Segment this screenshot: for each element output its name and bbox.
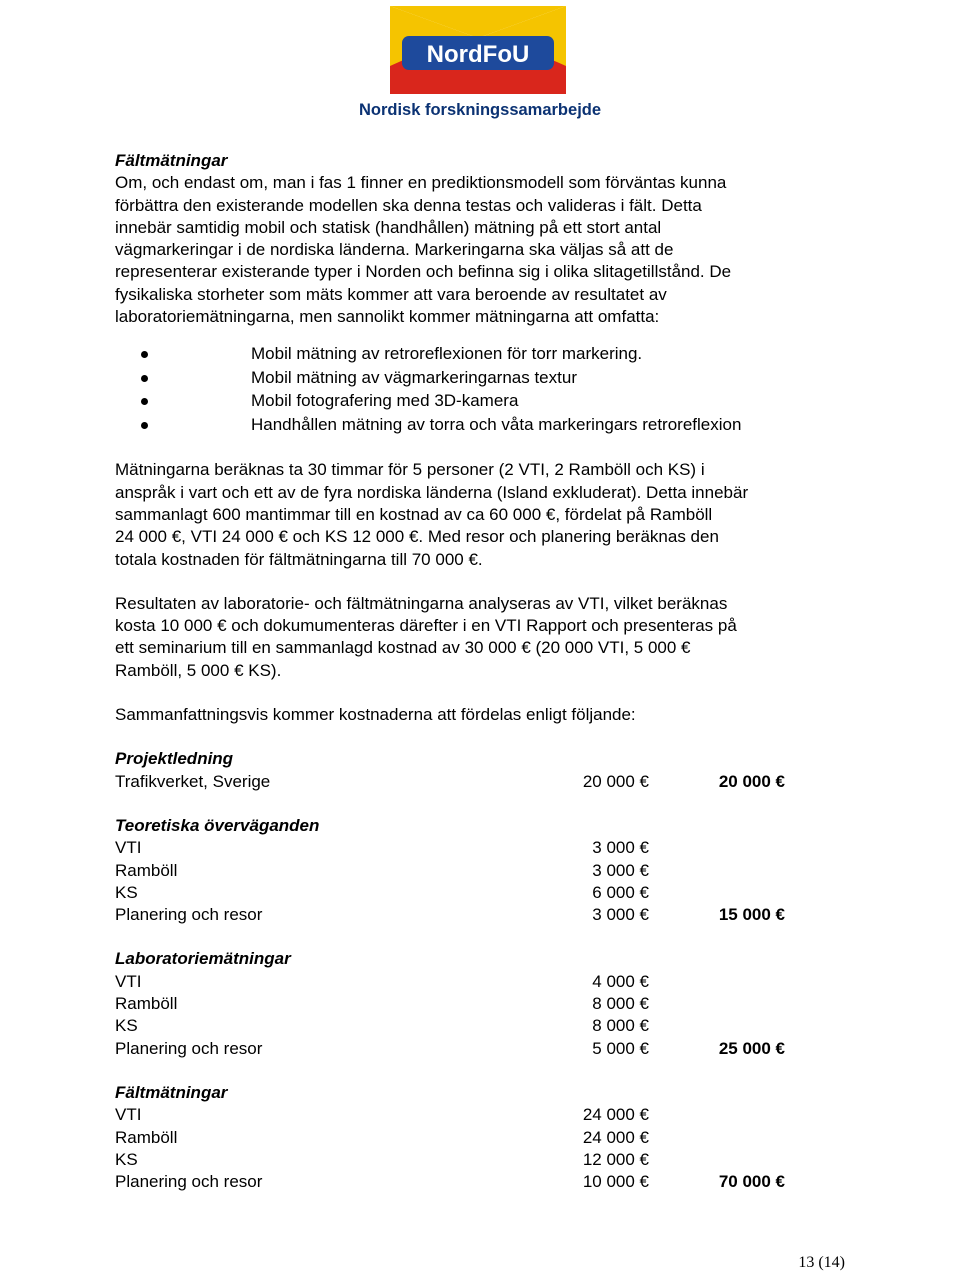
cost-row xyxy=(115,904,845,926)
cost-row xyxy=(115,860,845,882)
cost-section-projektledning xyxy=(115,748,845,793)
cost-amount: 24 000 € xyxy=(582,1127,649,1147)
cost-amount: 3 000 € xyxy=(592,838,649,858)
cost-label: KS xyxy=(115,1149,138,1169)
cost-section-laboratorie xyxy=(115,948,845,1059)
cost-label: VTI xyxy=(115,1105,142,1125)
cost-row xyxy=(115,993,845,1015)
paragraph-line: kosta 10 000 € och dokumumenteras därefter i en VTI Rapport och presenteras på xyxy=(115,616,737,636)
paragraph-resultaten xyxy=(115,593,845,682)
paragraph-line: Resultaten av laboratorie- och fältmätningarna analyseras av VTI, vilket beräknas xyxy=(115,593,728,613)
cost-label: Ramböll xyxy=(115,1127,178,1147)
cost-label: VTI xyxy=(115,971,142,991)
cost-row xyxy=(115,1171,845,1193)
section-faltmatningar xyxy=(115,150,845,328)
cost-label: Ramböll xyxy=(115,994,178,1014)
cost-section-heading: Teoretiska överväganden xyxy=(115,815,320,835)
cost-amount: 10 000 € xyxy=(582,1172,649,1192)
cost-amount: 8 000 € xyxy=(592,1016,649,1036)
cost-label: Planering och resor xyxy=(115,905,263,925)
cost-amount: 4 000 € xyxy=(592,971,649,991)
bullet-item: Handhållen mätning av torra och våta markeringars retroreflexion xyxy=(115,414,845,438)
paragraph-line: representerar existerande typer i Norden och befinna sig i olika slitagetillstånd. De xyxy=(115,262,732,282)
cost-label: KS xyxy=(115,882,138,902)
bullet-list xyxy=(115,343,845,437)
paragraph-line: totala kostnaden för fältmätningarna till 70 000 €. xyxy=(115,549,483,569)
cost-section-heading: Laboratoriemätningar xyxy=(115,949,291,969)
cost-section-heading: Projektledning xyxy=(115,749,234,769)
section-heading: Fältmätningar xyxy=(115,151,228,170)
paragraph-line: ett seminarium till en sammanlagd kostnad av 30 000 € (20 000 VTI, 5 000 € xyxy=(115,638,691,658)
cost-label: VTI xyxy=(115,838,142,858)
nordfou-logo xyxy=(390,6,566,94)
cost-row xyxy=(115,1127,845,1149)
paragraph-line: laboratoriemätningarna, men sannolikt kommer mätningarna att omfatta: xyxy=(115,307,660,327)
page-number: 13 (14) xyxy=(798,1254,845,1271)
subtitle: Nordisk forskningssamarbejde xyxy=(358,101,602,119)
cost-section-falt xyxy=(115,1082,845,1193)
logo-text: NordFoU xyxy=(426,41,530,68)
cost-section-teoretiska xyxy=(115,815,845,926)
bullet-item: Mobil mätning av retroreflexionen för torr markering. xyxy=(115,343,845,367)
cost-row xyxy=(115,837,845,859)
cost-amount: 5 000 € xyxy=(592,1038,649,1058)
paragraph-line: Mätningarna beräknas ta 30 timmar för 5 personer (2 VTI, 2 Ramböll och KS) i xyxy=(115,460,705,480)
paragraph-line: Om, och endast om, man i fas 1 finner en prediktionsmodell som förväntas kunna xyxy=(115,173,727,193)
cost-label: Trafikverket, Sverige xyxy=(115,771,271,791)
cost-row xyxy=(115,771,845,793)
paragraph-matningar xyxy=(115,459,845,570)
cost-amount: 12 000 € xyxy=(582,1149,649,1169)
cost-amount: 24 000 € xyxy=(582,1105,649,1125)
cost-section-heading: Fältmätningar xyxy=(115,1082,228,1102)
cost-amount: 20 000 € xyxy=(582,771,649,791)
paragraph-line: 24 000 €, VTI 24 000 € och KS 12 000 €. Med resor och planering beräknas den xyxy=(115,527,719,547)
cost-row xyxy=(115,1104,845,1126)
cost-label: Ramböll xyxy=(115,860,178,880)
cost-amount: 6 000 € xyxy=(592,882,649,902)
paragraph-line: anspråk i vart och ett av de fyra nordiska länderna (Island exkluderat). Detta innebär xyxy=(115,482,749,502)
cost-row xyxy=(115,971,845,993)
cost-row xyxy=(115,882,845,904)
cost-label: KS xyxy=(115,1016,138,1036)
cost-sum: 70 000 € xyxy=(718,1172,785,1192)
bullet-item: Mobil fotografering med 3D-kamera xyxy=(115,390,845,414)
cost-amount: 3 000 € xyxy=(592,860,649,880)
cost-row xyxy=(115,1038,845,1060)
paragraph-line: innebär samtidig mobil och statisk (handhållen) mätning på ett stort antal xyxy=(115,217,662,237)
cost-sum: 20 000 € xyxy=(718,771,785,791)
cost-label: Planering och resor xyxy=(115,1172,263,1192)
paragraph-line: förbättra den existerande modellen ska denna testas och valideras i fält. Detta xyxy=(115,195,702,215)
cost-row xyxy=(115,1149,845,1171)
paragraph-summary xyxy=(115,704,845,726)
paragraph-line: vägmarkeringar i de nordiska länderna. Markeringarna ska väljas så att de xyxy=(115,240,674,260)
cost-amount: 8 000 € xyxy=(592,994,649,1014)
cost-sum: 25 000 € xyxy=(718,1038,785,1058)
paragraph-line: Ramböll, 5 000 € KS). xyxy=(115,660,282,680)
paragraph-line: sammanlagt 600 mantimmar till en kostnad av ca 60 000 €, fördelat på Ramböll xyxy=(115,504,713,524)
cost-row xyxy=(115,1015,845,1037)
cost-sum: 15 000 € xyxy=(718,905,785,925)
cost-amount: 3 000 € xyxy=(592,905,649,925)
paragraph-line: Sammanfattningsvis kommer kostnaderna att fördelas enligt följande: xyxy=(115,705,636,725)
cost-label: Planering och resor xyxy=(115,1038,263,1058)
bullet-item: Mobil mätning av vägmarkeringarnas textur xyxy=(115,367,845,391)
paragraph-line: fysikaliska storheter som mäts kommer att vara beroende av resultatet av xyxy=(115,284,667,304)
document-body xyxy=(115,150,845,1193)
